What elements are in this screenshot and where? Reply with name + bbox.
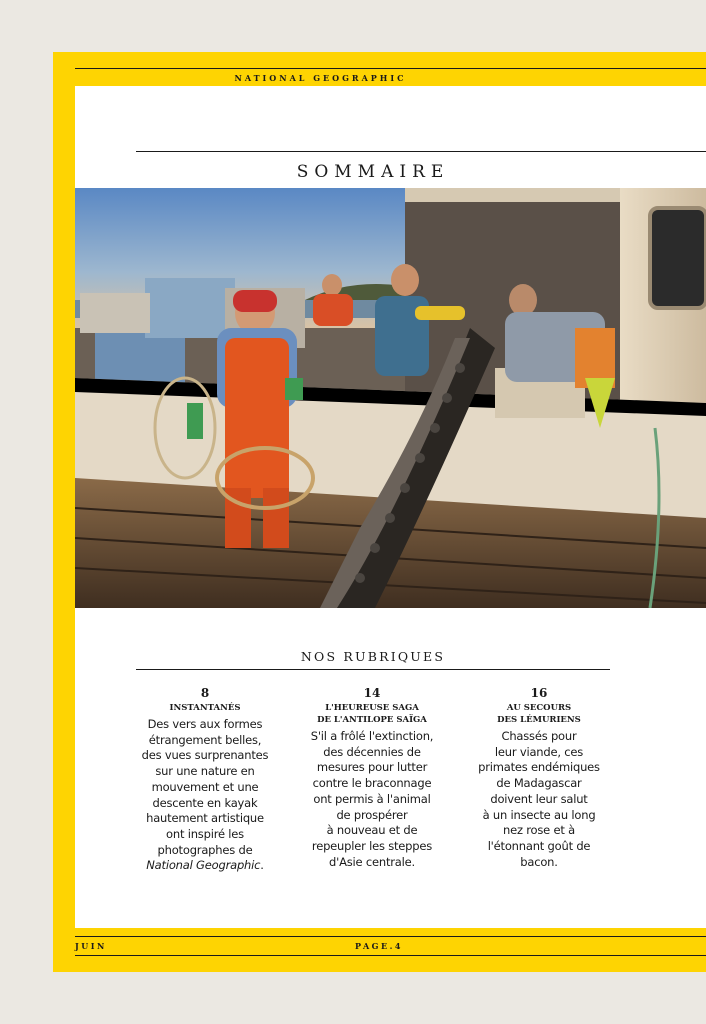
rubrique-page-number: 14 bbox=[363, 686, 381, 700]
footer-rule-bottom bbox=[75, 955, 706, 956]
body-line: ont inspiré les bbox=[166, 826, 244, 841]
body-line: mesures pour lutter bbox=[316, 760, 428, 775]
body-line: Chassés pour bbox=[501, 729, 577, 743]
body-line: des vues surprenantes bbox=[141, 748, 269, 763]
photo-illustration bbox=[75, 188, 706, 608]
mussel-harvest-boat-photo bbox=[75, 188, 706, 608]
footer-month: JUIN bbox=[75, 941, 107, 951]
body-line: à nouveau et de bbox=[326, 823, 418, 838]
magazine-name: National Geographic bbox=[146, 858, 261, 873]
body-line: de prospérer bbox=[336, 807, 408, 822]
rubrique-column-1[interactable] bbox=[130, 685, 280, 874]
body-line: bacon. bbox=[520, 854, 558, 869]
section-title: NOS RUBRIQUES bbox=[300, 649, 446, 664]
body-line: doivent leur salut bbox=[490, 791, 588, 806]
rubrique-column-3[interactable] bbox=[464, 685, 614, 870]
page-title: SOMMAIRE bbox=[296, 162, 450, 182]
footer-rule-top bbox=[75, 936, 706, 937]
body-line: ont permis à l'animal bbox=[313, 791, 431, 806]
title-rule-top bbox=[136, 151, 706, 152]
body-line: l'étonnant goût de bbox=[487, 838, 591, 853]
heading-line: DE L'ANTILOPE SAÏGA bbox=[317, 715, 427, 725]
body-line: mouvement et une bbox=[151, 779, 259, 794]
body-line: hautement artistique bbox=[146, 811, 264, 826]
body-line: nez rose et à bbox=[503, 823, 575, 838]
body-line bbox=[130, 858, 280, 874]
body-line: S'il a frôlé l'extinction, bbox=[310, 729, 434, 743]
rubrique-column-2[interactable] bbox=[297, 685, 447, 870]
rubrique-page-number: 8 bbox=[200, 686, 210, 700]
body-line: sur une nature en bbox=[155, 764, 255, 779]
rubrique-heading bbox=[464, 702, 614, 726]
body-line: repeupler les steppes bbox=[311, 838, 433, 853]
rubrique-body bbox=[130, 717, 280, 874]
body-line: de Madagascar bbox=[496, 776, 582, 791]
body-line: à un insecte au long bbox=[482, 807, 596, 822]
body-line: des décennies de bbox=[323, 744, 421, 759]
body-line: primates endémiques bbox=[478, 760, 600, 775]
body-line: leur viande, ces bbox=[494, 744, 584, 759]
top-rule bbox=[75, 68, 706, 69]
heading-line: DES LÉMURIENS bbox=[497, 715, 581, 725]
footer-page-number: PAGE.4 bbox=[355, 941, 403, 951]
rubrique-heading: INSTANTANÉS bbox=[169, 703, 241, 713]
body-line: Des vers aux formes bbox=[147, 717, 263, 731]
period: . bbox=[260, 858, 264, 873]
rubrique-heading bbox=[297, 702, 447, 726]
heading-line: L'HEUREUSE SAGA bbox=[325, 703, 419, 713]
rubrique-body bbox=[464, 729, 614, 870]
heading-line: AU SECOURS bbox=[506, 703, 572, 713]
brand-header: NATIONAL GEOGRAPHIC bbox=[234, 73, 407, 83]
body-line: étrangement belles, bbox=[148, 732, 262, 747]
rubrique-body bbox=[297, 729, 447, 870]
rubrique-page-number: 16 bbox=[530, 686, 548, 700]
section-rule bbox=[136, 669, 610, 670]
body-line: photographes de bbox=[157, 842, 253, 857]
body-line: contre le braconnage bbox=[312, 776, 432, 791]
body-line: descente en kayak bbox=[152, 795, 258, 810]
body-line: d'Asie centrale. bbox=[329, 854, 415, 869]
